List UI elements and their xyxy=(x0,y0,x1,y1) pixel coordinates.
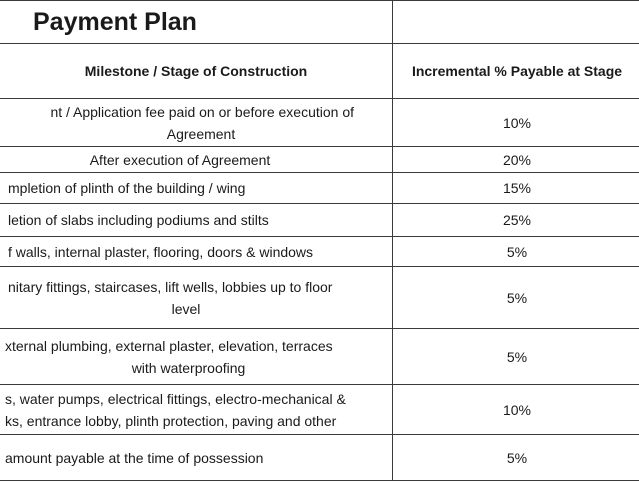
milestone-line-1: s, water pumps, electrical fittings, electro-mechanical & xyxy=(0,388,392,410)
milestone-line-1: letion of slabs including podiums and stilts xyxy=(0,209,392,231)
table-row xyxy=(0,99,639,147)
header-row xyxy=(0,44,639,99)
milestone-cell xyxy=(0,147,393,173)
milestone-cell xyxy=(0,99,393,147)
milestone-cell xyxy=(0,329,393,385)
milestone-cell xyxy=(0,267,393,329)
milestone-line-2: level xyxy=(0,298,392,320)
header-percent: Incremental % Payable at Stage xyxy=(393,44,639,99)
milestone-line-1: nt / Application fee paid on or before execution of xyxy=(0,101,392,123)
milestone-cell xyxy=(0,204,393,237)
milestone-line-2: ks, entrance lobby, plinth protection, paving and other xyxy=(0,410,392,432)
percent-cell: 20% xyxy=(393,147,639,173)
milestone-cell xyxy=(0,435,393,481)
milestone-line-1: mpletion of plinth of the building / wing xyxy=(0,177,392,199)
title-row xyxy=(0,1,639,44)
percent-cell: 5% xyxy=(393,329,639,385)
percent-cell: 10% xyxy=(393,99,639,147)
milestone-line-1: xternal plumbing, external plaster, elevation, terraces xyxy=(0,335,392,357)
milestone-line-2: Agreement xyxy=(0,123,392,145)
percent-cell: 25% xyxy=(393,204,639,237)
table-row xyxy=(0,435,639,481)
milestone-cell xyxy=(0,173,393,204)
percent-cell: 5% xyxy=(393,237,639,267)
table-row xyxy=(0,267,639,329)
milestone-line-2: with waterproofing xyxy=(0,357,392,379)
table-row xyxy=(0,173,639,204)
milestone-line-1: f walls, internal plaster, flooring, doors & windows xyxy=(0,241,392,263)
percent-cell: 5% xyxy=(393,267,639,329)
percent-cell: 15% xyxy=(393,173,639,204)
table-row xyxy=(0,237,639,267)
percent-cell: 10% xyxy=(393,385,639,435)
title-empty-cell xyxy=(393,1,639,44)
table-row xyxy=(0,329,639,385)
milestone-cell xyxy=(0,237,393,267)
table-row xyxy=(0,147,639,173)
milestone-line-1: nitary fittings, staircases, lift wells, lobbies up to floor xyxy=(0,276,392,298)
header-milestone: Milestone / Stage of Construction xyxy=(0,44,393,99)
milestone-line-1: After execution of Agreement xyxy=(0,149,392,171)
page-title: Payment Plan xyxy=(0,8,197,36)
table-row xyxy=(0,385,639,435)
milestone-cell xyxy=(0,385,393,435)
table-row xyxy=(0,204,639,237)
title-cell xyxy=(0,1,393,44)
percent-cell: 5% xyxy=(393,435,639,481)
milestone-line-1: amount payable at the time of possession xyxy=(0,447,392,469)
